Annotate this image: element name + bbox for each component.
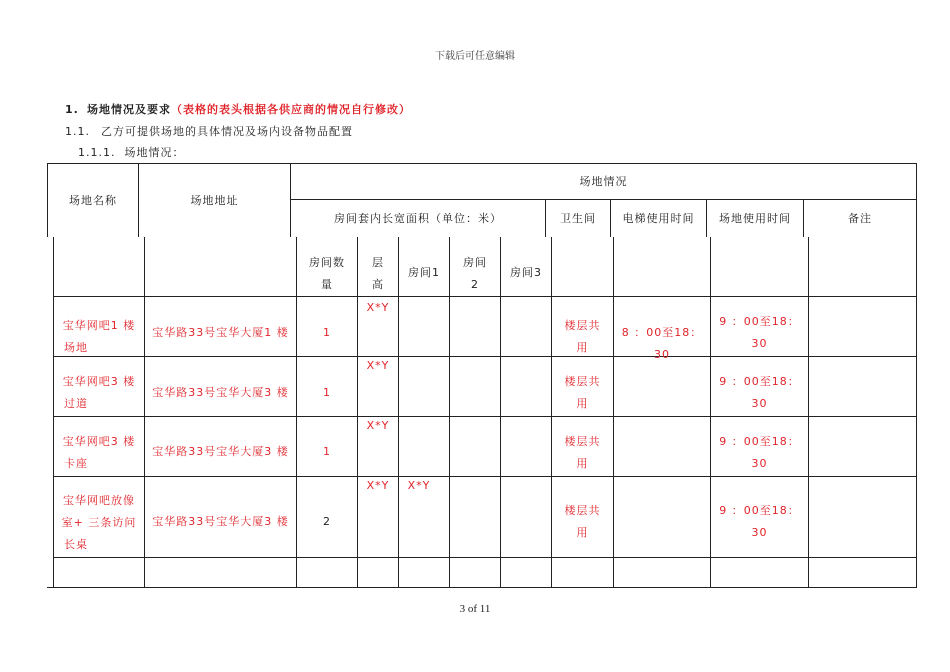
row-3-toilet-line1: 楼层共: [564, 435, 601, 448]
table-line: [916, 163, 917, 237]
subheader-room2-line1: 房间: [463, 256, 487, 269]
table-row-4-toilet: [552, 500, 613, 544]
table-row-3-rooms: 1: [323, 445, 331, 458]
table-row-3-address: 宝华路33号宝华大厦3 楼: [152, 445, 289, 458]
header-venue-address: 场地地址: [190, 193, 239, 207]
header-venue-name: 场地名称: [69, 193, 117, 207]
table-row-1-name: [54, 315, 144, 359]
row-1-usage-line1: 9 ：00至18：: [719, 315, 800, 328]
subheader-floor-height-line1: 层: [372, 256, 384, 269]
section-1-1-1-title: 场地情况：: [124, 146, 185, 159]
table-row-3-toilet: [552, 431, 613, 475]
section-1-1-1-heading: [78, 144, 185, 160]
section-1-heading: [65, 101, 411, 117]
table-row-1-usage: [711, 311, 808, 355]
header-usage-time: 场地使用时间: [719, 211, 791, 225]
subheader-room2: [450, 252, 500, 296]
header-venue-info: 场地情况: [579, 174, 628, 188]
row-2-usage-line1: 9 ：00至18：: [719, 375, 800, 388]
table-line: [53, 416, 917, 417]
subheader-room1: 房间1: [408, 266, 440, 279]
row-1-name-line1: 宝华网吧1 楼: [62, 319, 136, 332]
table-row-1-toilet: [552, 315, 613, 359]
table-border-bottom: [47, 587, 917, 588]
table-row-4-usage: [711, 500, 808, 544]
row-4-usage-line1: 9 ：00至18：: [719, 504, 800, 517]
row-2-toilet-line2: 用: [576, 397, 589, 410]
table-row-3-name: [54, 431, 144, 475]
row-3-toilet-line2: 用: [576, 457, 589, 470]
row-2-toilet-line1: 楼层共: [564, 375, 601, 388]
header-toilet: 卫生间: [560, 211, 596, 225]
row-3-usage-line2: 30: [751, 457, 768, 470]
table-row-2-name: [54, 371, 144, 415]
table-row-2-height: X*Y: [366, 359, 390, 372]
subheader-room-count-line1: 房间数: [309, 256, 345, 269]
table-row-2-toilet: [552, 371, 613, 415]
table-line: [53, 296, 917, 297]
table-line: [808, 237, 809, 587]
table-row-3-height: X*Y: [366, 419, 390, 432]
table-row-4-height: X*Y: [366, 479, 390, 492]
table-line: [916, 237, 917, 587]
row-4-name-line2: 室+ 三条访问: [61, 516, 137, 529]
row-1-usage-line2: 30: [751, 337, 768, 350]
subheader-floor-height: [358, 252, 398, 296]
subheader-room3: 房间3: [510, 266, 542, 279]
row-3-name-line2: 卡座: [64, 457, 88, 470]
row-2-name-line2: 过道: [64, 397, 88, 410]
subheader-room2-line2: 2: [471, 278, 479, 291]
section-1-1-title: 乙方可提供场地的具体情况及场内设备物品配置: [101, 125, 353, 138]
row-1-toilet-line1: 楼层共: [564, 319, 601, 332]
section-1-note: （表格的表头根据各供应商的情况自行修改）: [171, 103, 411, 116]
subheader-floor-height-line2: 高: [372, 278, 384, 291]
page-header-note: 下载后可任意编辑: [435, 51, 515, 62]
row-4-toilet-line1: 楼层共: [564, 504, 601, 517]
section-1-1-1-number: 1.1.1.: [78, 146, 116, 159]
row-4-name-line1: 宝华网吧放像: [63, 494, 135, 507]
row-2-name-line1: 宝华网吧3 楼: [62, 375, 136, 388]
table-line: [53, 356, 917, 357]
table-line: [613, 237, 614, 587]
header-area: 房间套内长宽面积（单位：米）: [334, 211, 502, 225]
table-row-1-address: 宝华路33号宝华大厦1 楼: [152, 326, 289, 339]
section-1-1-heading: [65, 123, 353, 139]
row-4-name-line3: 长桌: [64, 538, 88, 551]
section-1-1-number: 1.1.: [65, 125, 90, 138]
subheader-room-count: [297, 252, 357, 296]
row-1-name-line2: 场地: [64, 341, 88, 354]
table-line: [398, 237, 399, 587]
row-1-toilet-line2: 用: [576, 341, 589, 354]
table-row-1-height: X*Y: [366, 301, 390, 314]
table-line: [53, 557, 917, 558]
table-row-4-address: 宝华路33号宝华大厦3 楼: [152, 515, 289, 528]
page-footer: 3 of 11: [459, 603, 491, 615]
row-4-toilet-line2: 用: [576, 526, 589, 539]
row-2-usage-line2: 30: [751, 397, 768, 410]
subheader-room-count-line2: 量: [321, 278, 333, 291]
table-line: [53, 476, 917, 477]
table-row-4-room1: X*Y: [407, 479, 431, 492]
table-row-2-rooms: 1: [323, 386, 331, 399]
header-elevator-time: 电梯使用时间: [622, 211, 695, 225]
table-row-1-elevator: 8 ：00至18：30: [621, 326, 703, 361]
table-row-2-address: 宝华路33号宝华大厦3 楼: [152, 386, 289, 399]
row-3-name-line1: 宝华网吧3 楼: [62, 435, 136, 448]
table-row-4-name: [54, 490, 144, 556]
section-1-number: 1.: [65, 103, 79, 116]
row-4-usage-line2: 30: [751, 526, 768, 539]
table-row-3-usage: [711, 431, 808, 475]
table-line: [500, 237, 501, 587]
header-remarks: 备注: [848, 211, 872, 225]
section-1-title: 场地情况及要求: [87, 103, 171, 116]
table-row-2-usage: [711, 371, 808, 415]
table-line: [144, 237, 145, 587]
table-row-1-rooms: 1: [323, 326, 331, 339]
table-row-4-rooms: 2: [323, 515, 331, 528]
row-3-usage-line1: 9 ：00至18：: [719, 435, 800, 448]
